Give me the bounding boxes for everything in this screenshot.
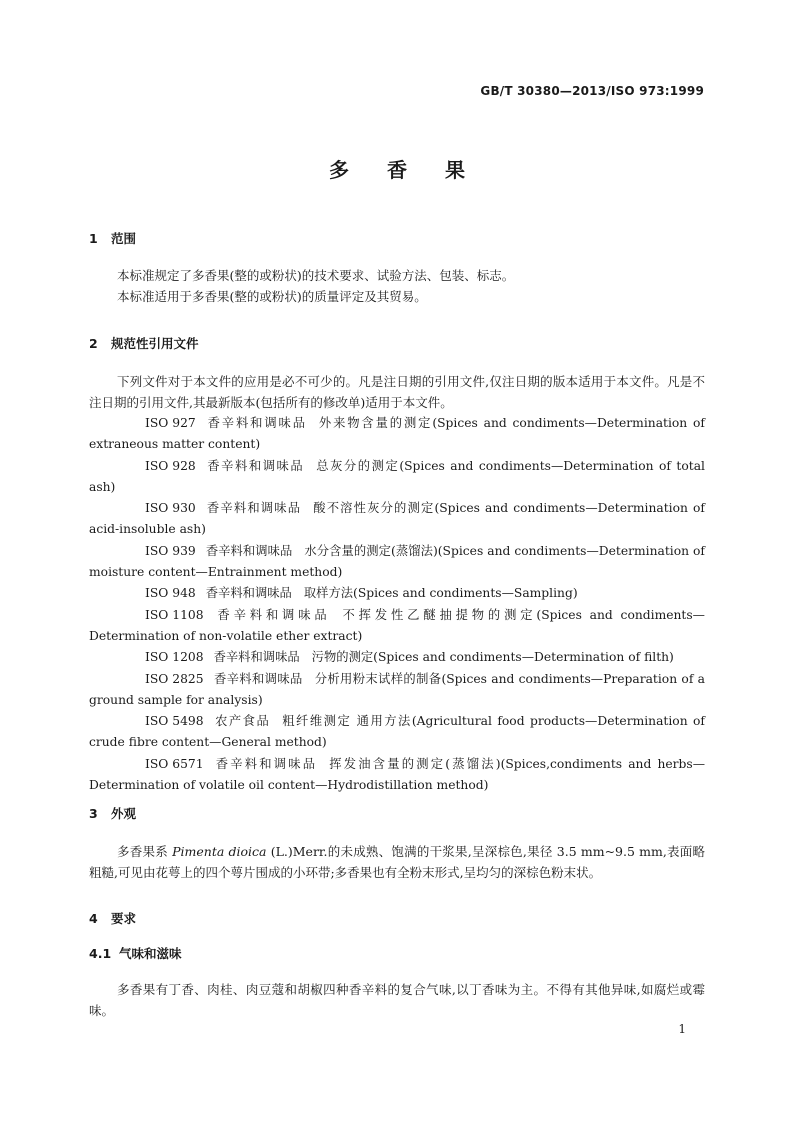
reference-id: ISO 928	[145, 458, 196, 473]
subsection-heading	[89, 944, 705, 962]
reference-title: 不挥发性乙醚抽提物的测定(Spices and condiments—Determination of non-volatile ether extract)	[89, 607, 705, 643]
reference-category: 香辛料和调味品	[205, 458, 305, 473]
reference-category: 香辛料和调味品	[213, 756, 318, 771]
reference-item	[89, 669, 705, 712]
section-scope	[89, 229, 705, 307]
section-title: 范围	[111, 231, 137, 246]
section-normative-references	[89, 334, 705, 796]
page-number: 1	[678, 1022, 686, 1036]
reference-category: 香辛料和调味品	[205, 586, 292, 601]
text: 多香果系	[117, 844, 173, 859]
reference-item	[89, 605, 705, 648]
reference-id: ISO 1208	[145, 650, 204, 665]
section-title: 外观	[111, 806, 137, 821]
reference-title: 水分含量的测定(蒸馏法)(Spices and condiments—Determination of moisture content—Entrainment method)	[89, 543, 705, 580]
section-number: 1	[89, 231, 98, 246]
reference-category: 香辛料和调味品	[205, 543, 293, 558]
reference-title: 外来物含量的测定(Spices and condiments—Determination of extraneous matter content)	[89, 416, 705, 452]
reference-item	[89, 498, 705, 541]
paragraph: 下列文件对于本文件的应用是必不可少的。凡是注日期的引用文件,仅注日期的版本适用于本文件。凡是不注日期的引用文件,其最新版本(包括所有的修改单)适用于本文件。	[89, 374, 705, 410]
section-appearance	[89, 804, 705, 883]
reference-id: ISO 1108	[145, 607, 204, 622]
reference-title: 污物的测定(Spices and condiments—Determination of filth)	[311, 650, 674, 665]
reference-id: ISO 6571	[145, 756, 204, 771]
section-heading	[89, 229, 705, 247]
paragraph	[89, 841, 705, 883]
reference-item	[89, 647, 705, 668]
text: (L.)Merr.的未成熟、饱满的干浆果,呈深棕色,果径 3.5 mm~9.5 mm,表面略粗糙,可见由花萼上的四个萼片围成的小环带;多香果也有全粉末形式,呈均匀的深棕色粉末状。	[89, 844, 706, 880]
reference-title: 分析用粉末试样的制备(Spices and condiments—Preparation of a ground sample for analysis)	[89, 671, 705, 707]
reference-id: ISO 5498	[145, 714, 204, 729]
reference-title: 粗纤维测定 通用方法(Agricultural food products—Determination of crude fibre content—General method)	[89, 714, 705, 750]
reference-item	[89, 754, 705, 797]
subsection-title: 气味和滋味	[119, 946, 182, 961]
reference-category: 农产食品	[213, 714, 271, 729]
reference-title: 取样方法(Spices and condiments—Sampling)	[303, 586, 578, 601]
section-number: 3	[89, 806, 98, 821]
reference-title: 总灰分的测定(Spices and condiments—Determination of total ash)	[89, 458, 705, 494]
reference-item	[89, 413, 705, 456]
standard-code: GB/T 30380—2013/ISO 973:1999	[480, 84, 704, 98]
paragraph: 本标准规定了多香果(整的或粉状)的技术要求、试验方法、包装、标志。	[117, 268, 515, 283]
section-heading	[89, 804, 705, 822]
reference-item	[89, 456, 705, 499]
reference-category: 香辛料和调味品	[213, 671, 303, 686]
reference-title: 酸不溶性灰分的测定(Spices and condiments—Determination of acid-insoluble ash)	[89, 501, 705, 537]
section-number: 4	[89, 911, 98, 926]
section-title: 规范性引用文件	[111, 336, 199, 351]
reference-category: 香辛料和调味品	[205, 501, 302, 516]
reference-item	[89, 583, 705, 604]
reference-item	[89, 711, 705, 754]
reference-id: ISO 2825	[145, 671, 204, 686]
reference-id: ISO 927	[145, 416, 196, 430]
section-requirements	[89, 909, 705, 1021]
section-number: 2	[89, 336, 98, 351]
reference-category: 香辛料和调味品	[213, 607, 331, 622]
reference-list	[89, 413, 705, 796]
paragraph: 多香果有丁香、肉桂、肉豆蔻和胡椒四种香辛料的复合气味,以丁香味为主。不得有其他异味,如腐烂或霉味。	[89, 982, 705, 1018]
section-heading	[89, 909, 705, 927]
section-title: 要求	[111, 911, 137, 926]
reference-id: ISO 948	[145, 586, 196, 601]
page-title: 多香果	[329, 158, 503, 182]
reference-category: 香辛料和调味品	[213, 650, 300, 665]
reference-id: ISO 930	[145, 501, 196, 516]
section-heading	[89, 334, 705, 352]
reference-category: 香辛料和调味品	[205, 416, 307, 430]
reference-title: 挥发油含量的测定(蒸馏法)(Spices,condiments and herbs—Determination of volatile oil content—Hydrodistillation method)	[89, 756, 705, 793]
reference-item	[89, 541, 705, 584]
species-name: Pimenta dioica	[172, 844, 267, 859]
subsection-number: 4.1	[89, 946, 112, 961]
reference-id: ISO 939	[145, 543, 196, 558]
paragraph: 本标准适用于多香果(整的或粉状)的质量评定及其贸易。	[117, 289, 427, 304]
